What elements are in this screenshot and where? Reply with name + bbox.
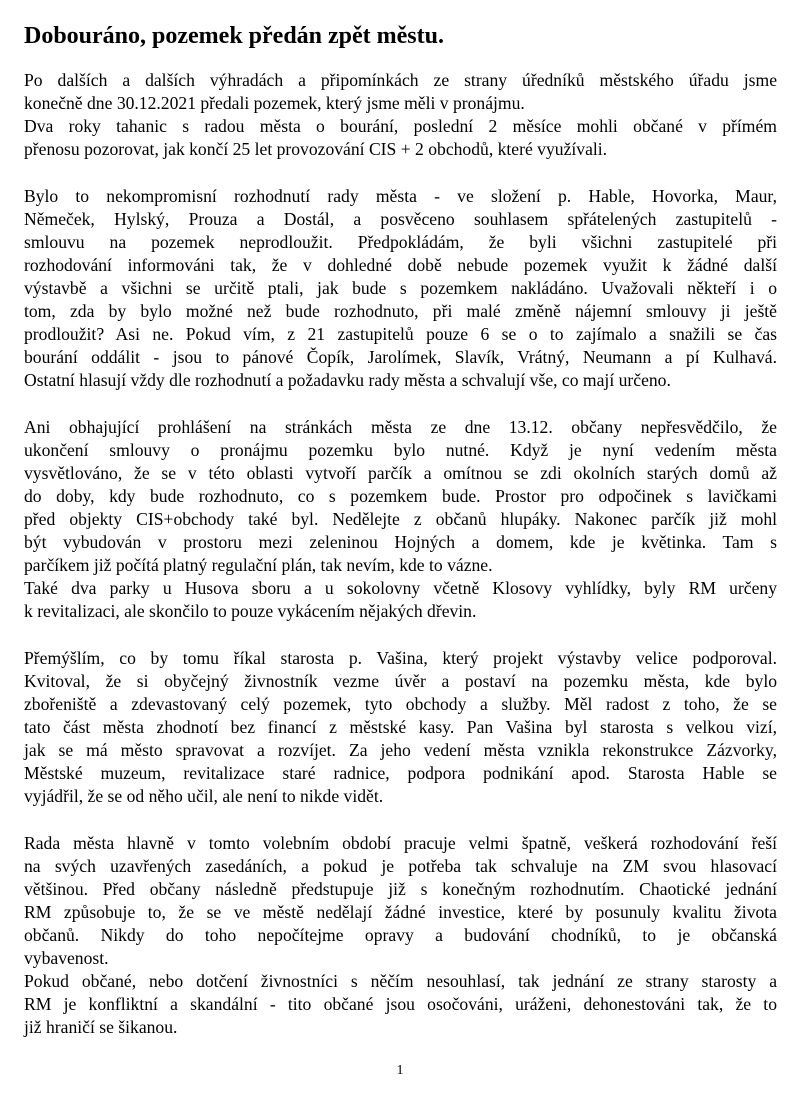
- text-line: Dva roky tahanic s radou města o bourání, poslední 2 měsíce mohli občané v přímém: [24, 116, 777, 136]
- text-line: Městské muzeum, revitalizace staré radnice, podpora podnikání apod. Starosta Hable se: [24, 763, 777, 783]
- text-line: Ostatní hlasují vždy dle rozhodnutí a požadavku rady města a schvalují vše, co mají určeno.: [24, 370, 671, 390]
- text-line: vyjádřil, že se od něho učil, ale není to nikde vidět.: [24, 786, 384, 806]
- text-line: občanů. Nikdy do toho nepočítejme opravy a budování chodníků, to je občanská: [24, 925, 777, 945]
- text-line: výstavbě a všichni se určitě ptali, jak bude s pozemkem nakládáno. Uvažovali někteří i o: [24, 278, 777, 298]
- text-line: vybavenost.: [24, 948, 109, 968]
- text-line: Pokud občané, nebo dotčení živnostníci s něčím nesouhlasí, tak jednání ze strany starosty a: [24, 971, 777, 991]
- text-line: do doby, kdy bude rozhodnuto, co s pozemkem bude. Prostor pro odpočinek s lavičkami: [24, 486, 777, 506]
- text-line: RM je konfliktní a skandální - tito občané jsou osočováni, uráženi, dehonestováni tak, že to: [24, 994, 777, 1014]
- text-line: prodloužit? Asi ne. Pokud vím, z 21 zastupitelů pouze 6 se o to zajímalo a snažili se čas: [24, 324, 777, 344]
- text-line: tom, zda by bylo možné než bude rozhodnuto, při malé změně nájemní smlouvy ji ještě: [24, 301, 777, 321]
- text-line: konečně dne 30.12.2021 předali pozemek, který jsme měli v pronájmu.: [24, 93, 525, 113]
- text-line: zbořeniště a zdevastovaný celý pozemek, tyto obchody a služby. Měl radost z toho, že se: [24, 694, 777, 714]
- text-line: smlouvu na pozemek neprodloužit. Předpokládám, že byli všichni zastupitelé při: [24, 232, 777, 252]
- text-line: Po dalších a dalších výhradách a připomínkách ze strany úředníků městského úřadu jsme: [24, 70, 777, 90]
- text-line: Němeček, Hylský, Prouza a Dostál, a posvěceno souhlasem spřátelených zastupitelů -: [24, 209, 777, 229]
- text-line: tato část města zhodnotí bez financí z městské kasy. Pan Vašina byl starosta s velkou vizí,: [24, 717, 777, 737]
- text-line: být vybudován v prostoru mezi zeleninou Hojných a domem, kde je květinka. Tam s: [24, 532, 777, 552]
- text-line: k revitalizaci, ale skončilo to pouze vykácením nějakých dřevin.: [24, 601, 477, 621]
- text-line: Kvitoval, že si obyčejný živnostník vezme úvěr a postaví na pozemku města, kde bylo: [24, 671, 777, 691]
- text-line: většinou. Před občany následně předstupuje již s konečným rozhodnutím. Chaotické jednání: [24, 879, 777, 899]
- text-line: parčíkem již počítá platný regulační plán, tak nevím, kde to vázne.: [24, 555, 493, 575]
- text-line: Také dva parky u Husova sboru a u sokolovny včetně Klosovy vyhlídky, byly RM určeny: [24, 578, 777, 598]
- text-line: před objekty CIS+obchody také byl. Nedělejte z občanů hlupáky. Nakonec parčík již mohl: [24, 509, 777, 529]
- paragraph: [24, 647, 777, 808]
- paragraph: [24, 416, 777, 623]
- text-line: již hraničí se šikanou.: [24, 1017, 178, 1037]
- text-line: Ani obhajující prohlášení na stránkách města ze dne 13.12. občany nepřesvědčilo, že: [24, 417, 777, 437]
- page-number: 1: [396, 1063, 404, 1078]
- text-line: vysvětlováno, že se v této oblasti vytvoří parčík a omítnou se zdi okolních starých domů až: [24, 463, 777, 483]
- paragraph: [24, 69, 777, 161]
- text-line: Bylo to nekompromisní rozhodnutí rady města - ve složení p. Hable, Hovorka, Maur,: [24, 186, 777, 206]
- text-line: rozhodování informováni tak, že v dohledné době nebude pozemek využit k žádné další: [24, 255, 777, 275]
- text-line: Rada města hlavně v tomto volebním období pracuje velmi špatně, veškerá rozhodování řeší: [24, 833, 777, 853]
- paragraph: [24, 185, 777, 392]
- text-line: Přemýšlím, co by tomu říkal starosta p. Vašina, který projekt výstavby velice podporoval.: [24, 648, 777, 668]
- text-line: na svých uzavřených zasedáních, a pokud je potřeba tak schvaluje na ZM svou hlasovací: [24, 856, 777, 876]
- text-line: RM způsobuje to, že se ve městě nedělají žádné investice, které by posunuly kvalitu života: [24, 902, 777, 922]
- text-line: ukončení smlouvy o pronájmu pozemku bylo nutné. Když je nyní vedením města: [24, 440, 777, 460]
- document-body: [24, 69, 777, 1039]
- page-title: Dobouráno, pozemek předán zpět městu.: [24, 23, 444, 49]
- text-line: přenosu pozorovat, jak končí 25 let provozování CIS + 2 obchodů, které využívali.: [24, 139, 608, 159]
- paragraph: [24, 832, 777, 1039]
- text-line: jak se má město spravovat a rozvíjet. Za jeho vedení města vznikla rekonstrukce Zázvorky,: [24, 740, 777, 760]
- text-line: bourání oddálit - jsou to pánové Čopík, Jarolímek, Slavík, Vrátný, Neumann a pí Kulhavá.: [24, 347, 777, 367]
